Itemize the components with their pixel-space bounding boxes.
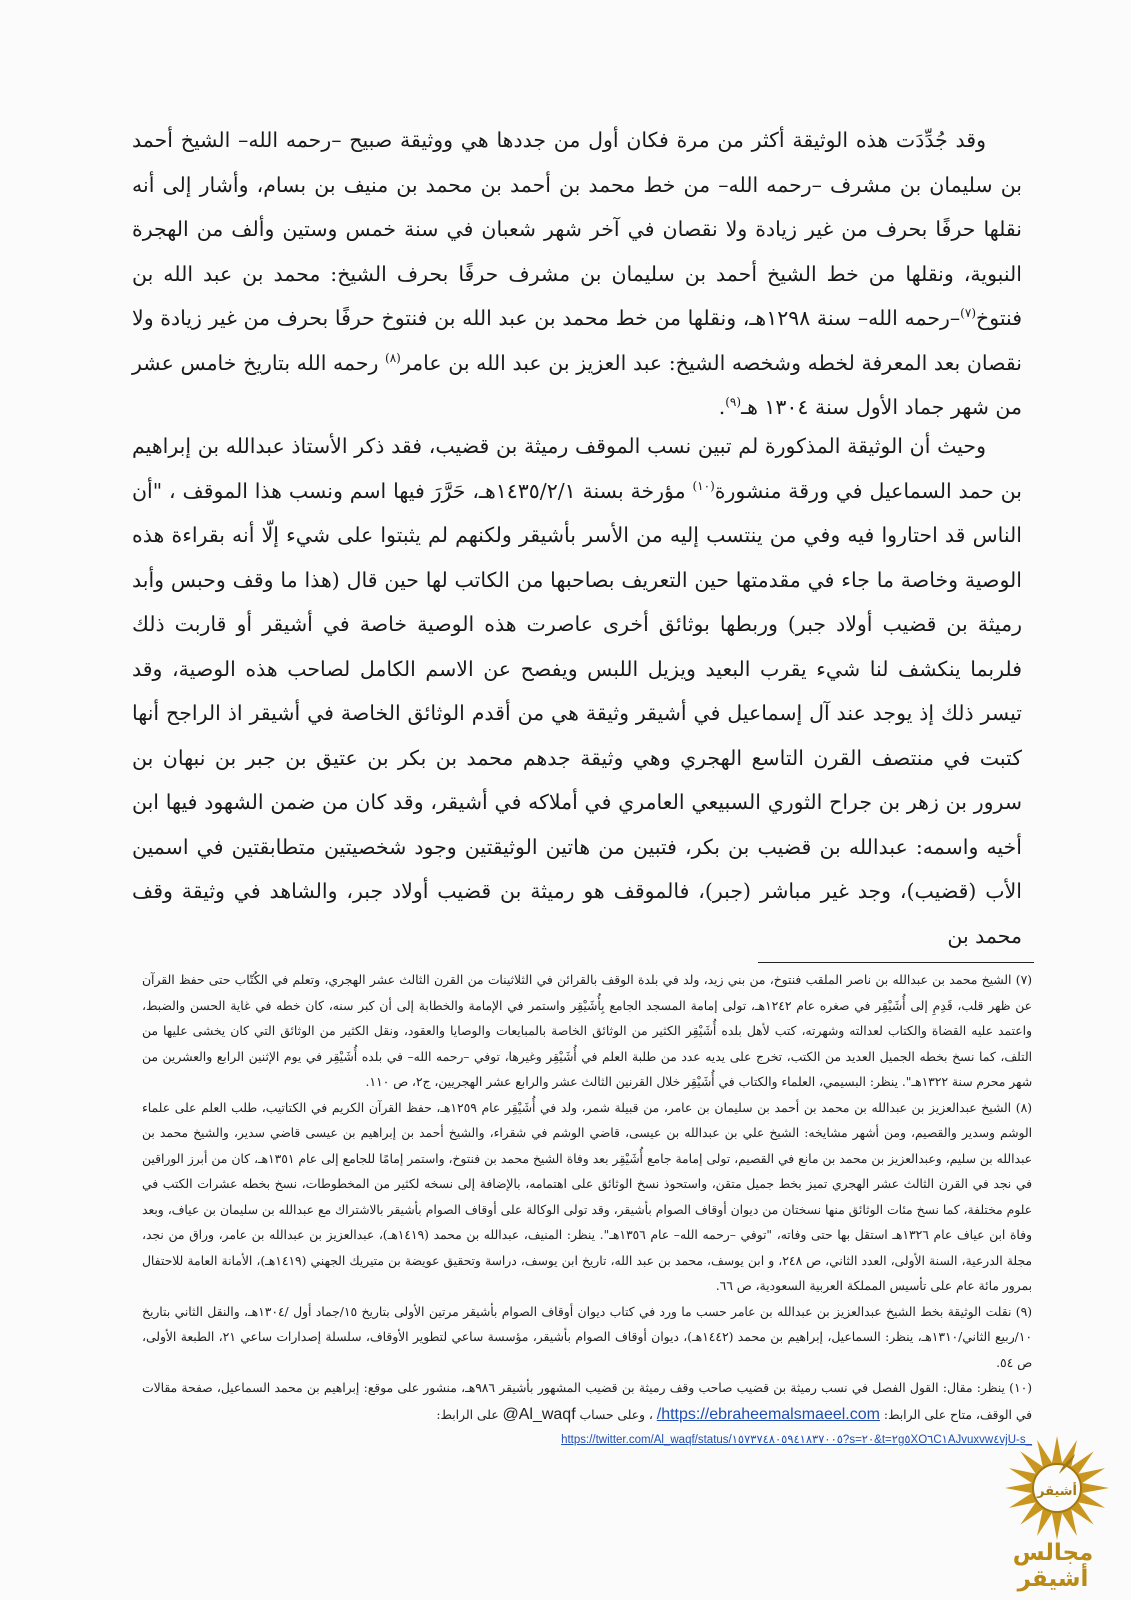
paragraph-1-text-b: –رحمه الله– سنة ١٢٩٨هـ، ونقلها من خط محمد بن عبد الله بن فنتوخ حرفًا بحرف من غير زيادة ولا نقصان بعد المعرفة لخطه وشخصه الشيخ: عبد العزيز بن عبد الله بن عامر	[132, 306, 1022, 375]
footnote-10-text: (١٠) ينظر: مقال: القول الفصل في نسب رميثة بن قضيب صاحب وقف رميثة بن قضيب المشهور بأشيقر ٩٨٦هـ، منشور على موقع: إبراهيم بن محمد السماعيل، صفحة مقالات في الوقف، متاح على الرابط:	[142, 1381, 1032, 1422]
twitter-handle: @Al_waqf	[502, 1405, 576, 1423]
footnote-separator	[758, 962, 1034, 963]
paragraph-1-end: .	[718, 395, 726, 419]
website-link[interactable]: https://ebraheemalsmaeel.com/	[656, 1405, 880, 1423]
footnote-ref-8[interactable]: (٨)	[385, 350, 401, 365]
sunburst-emblem-icon	[1005, 1436, 1109, 1540]
paragraph-1-text-c: رحمه الله بتاريخ خامس عشر من شهر جماد الأول سنة ١٣٠٤ هـ	[132, 350, 1022, 419]
footnote-7: (٧) الشيخ محمد بن عبدالله بن ناصر الملقب فنتوخ، من بني زيد، ولد في بلدة الوقف بالقرائن في الثلاثينات من القرن الثالث عشر الهجري، وتعلم في الكُتّاب حتى حفظ القرآن عن ظهر قلب، قَدِمِ إلى أُشَيْقِر في صغره عام ١٢٤٢هـ، تولى إمامة المسجد الجامع بِأُشَيْقِر واستمر في الإمامة والخطابة إلى أن كبر سنه، كان خطه في غاية الحسن والضبط، واعتمد عليه القضاة والكتاب لعدالته وشهرته، كتب لأهل بلده أُشَيْقِر الكثير من الوثائق الخاصة بالمبايعات والوصايا والعقود، ونقل الكثير من الوثائق التي كان يخشى عليها من التلف، كما نسخ بخطه الجميل العديد من الكتب، تخرج على يديه عدد من طلبة العلم في أُشَيْقِر وغيرها، توفي –رحمه الله– في بلده أُشَيْقِر في يوم الإثنين الرابع والعشرين من شهر محرم سنة ١٣٢٢هـ". ينظر: البسيمي، العلماء والكتاب في أُشَيْقِر خلال القرنين الثالث عشر والرابع عشر الهجريين، ج٢، ص ١١٠.	[142, 973, 1032, 1089]
emblem-text: أشيقر	[1037, 1484, 1077, 1499]
footnote-ref-7[interactable]: (٧)	[960, 306, 976, 321]
twitter-link[interactable]: https://twitter.com/Al_waqf/status/١٥٧٣٧٤٨٠٥٩٤١٨٣٧٠٠٥?s=٢٠&t=٢g٥XO٦C١AJvuxvw٤vjU-s_	[561, 1434, 1032, 1446]
paragraph-1-text: وقد جُدِّدَت هذه الوثيقة أكثر من مرة فكان أول من جددها هي ووثيقة صبيح –رحمه الله– الشيخ أحمد بن سليمان بن مشرف –رحمه الله– من خط محمد بن أحمد بن محمد بن منيف بن بسام، وأشار إلى أنه نقلها حرفًا بحرف من غير زيادة ولا نقصان في آخر شهر شعبان في سنة خمس وستين وألف من الهجرة النبوية، ونقلها من خط الشيخ أحمد بن سليمان بن مشرف حرفًا بحرف الشيخ: محمد بن عبد الله بن فنتوخ	[132, 128, 1022, 330]
footnote-10-mid: ، وعلى حساب	[575, 1407, 657, 1422]
footnote-8: (٨) الشيخ عبدالعزيز بن عبدالله بن محمد بن أحمد بن سليمان بن عامر، من قبيلة شمر، ولد في أُشَيْقِر عام ١٢٥٩هـ، حفظ القرآن الكريم في الكتاتيب، طلب العلم على علماء الوشم وسدير والقصيم، ومن أشهر مشايخه: الشيخ علي بن عبدالله بن عيسى، قاضي الوشم في شقراء، والشيخ أحمد بن إبراهيم بن عيسى قاضي سدير، والشيخ محمد بن عبدالله بن سليم، وعبدالعزيز بن محمد بن مانع في القصيم، تولى إمامة جامع أُشَيْقِر بعد وفاة الشيخ محمد بن فنتوخ، واستمر إمامًا للجامع إلى عام ١٣٥١هـ، كان من أبرز الوراقين في نجد في القرن الثالث عشر الهجري تميز بخط جميل متقن، واستحوذ نسخ الوثائق على اهتمامه، بالإضافة إلى نسخه لكثير من المخطوطات، نسخ بخطه عشرات الكتب في علوم مختلفة، كما نسخ مئات الوثائق منها نسختان من ديوان أوقاف الصوام بأشيقر، وقد تولى الوكالة على أوقاف الصوام بأشيقر بالاشتراك مع عبدالله بن سليمان بن عياف، وبعد وفاة ابن عياف عام ١٣٢٦هـ استقل بها حتى وفاته، "توفي –رحمه الله– عام ١٣٥٦هـ". ينظر: المنيف، عبدالله بن محمد (١٤١٩هـ)، عبدالعزيز بن عبدالله بن عامر، وراق من نجد، مجلة الدرعية، السنة الأولى، العدد الثاني، ص ٢٤٨، و ابن يوسف، محمد بن عبد الله، تاريخ ابن يوسف، دراسة وتحقيق عويضة بن متيريك الجهني (١٤١٩هـ)، الأمانة العامة للاحتفال بمرور مائة عام على تأسيس المملكة العربية السعودية، ص ٦٦.	[142, 1100, 1033, 1293]
footnote-10	[142, 1376, 1032, 1428]
footnotes	[142, 968, 1032, 1454]
logo-caption: مجالس أشيقر	[1012, 1540, 1094, 1592]
footnote-ref-10[interactable]: (١٠)	[692, 478, 715, 493]
footnote-10-link-line	[142, 1428, 1032, 1454]
footnote-10-end: على الرابط:	[436, 1407, 503, 1422]
paragraph-1	[132, 118, 1022, 430]
paragraph-2	[132, 424, 1022, 958]
footnote-ref-9[interactable]: (٩)	[725, 395, 742, 410]
footnote-9: (٩) نقلت الوثيقة بخط الشيخ عبدالعزيز بن عبدالله بن عامر حسب ما ورد في كتاب ديوان أوقاف الصوام بأشيقر مرتين الأولى بتاريخ ١٥/جماد أول /١٣٠٤هـ، والنقل الثاني بتاريخ ١٠/ربيع الثاني/١٣١٠هـ، ينظر: السماعيل، إبراهيم بن محمد (١٤٤٢هـ)، ديوان أوقاف الصوام بأشيقر، مؤسسة ساعي لتطوير الأوقاف، سلسلة إصدارات ساعي ٢١، الطبعة الأولى، ص ٥٤.	[142, 1304, 1032, 1370]
paragraph-2-text-b: مؤرخة بسنة ١٤٣٥/٢/١هـ، حَرَّرَ فيها اسم ونسب هذا الموقف ، "أن الناس قد احتاروا فيه وفي من ينتسب إليه من الأسر بأشيقر ولكنهم لم يثبتوا على شيء إلّا أنه بقراءة هذه الوصية وخاصة ما جاء في مقدمتها حين التعريف بصاحبها من الكاتب لها حين قال (هذا ما وقف وحبس وأبد رميثة بن قضيب أولاد جبر) وربطها بوثائق أخرى عاصرت هذه الوصية خاصة في أشيقر أو قاربت ذلك فلربما ينكشف لنا شيء يقرب البعيد ويزيل اللبس ويفصح عن الاسم الكامل لصاحب هذه الوصية، وقد تيسر ذلك إذ يوجد عند آل إسماعيل في أشيقر وثيقة هي من أقدم الوثائق الخاصة في أشيقر اذ الراجح أنها كتبت في منتصف القرن التاسع الهجري وهي وثيقة جدهم محمد بن بكر بن عتيق بن جبر بن نبهان بن سرور بن زهر بن جراح الثوري السبيعي العامري في أملاكه في أشيقر، وقد كان من ضمن الشهود فيها ابن أخيه واسمه: عبدالله بن قضيب بن بكر، فتبين من هاتين الوثيقتين وجود شخصيتين متطابقتين في اسمين الأب (قضيب)، وجد غير مباشر (جبر)، فالموقف هو رميثة بن قضيب أولاد جبر، والشاهد في وثيقة وقف محمد بن	[132, 478, 1022, 948]
paragraph-2-text: وحيث أن الوثيقة المذكورة لم تبين نسب الموقف رميثة بن قضيب، فقد ذكر الأستاذ عبدالله بن إبراهيم بن حمد السماعيل في ورقة منشورة	[132, 434, 1022, 503]
